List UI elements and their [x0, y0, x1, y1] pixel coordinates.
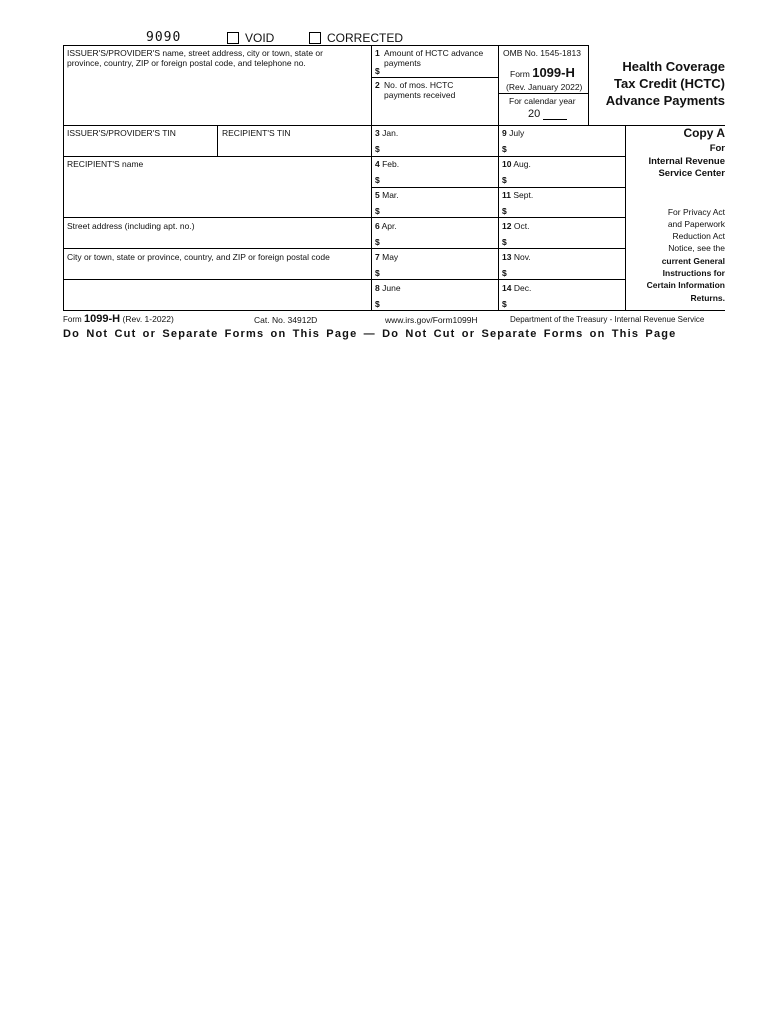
footer-cat-no: Cat. No. 34912D	[254, 315, 318, 325]
calendar-year-label: For calendar year	[509, 96, 576, 106]
box12-month: Oct.	[513, 221, 530, 231]
omb-number: OMB No. 1545-1813	[503, 48, 581, 58]
title-line2: Tax Credit (HCTC)	[614, 76, 725, 91]
box6-dollar: $	[375, 237, 380, 247]
box5-number: 5	[375, 190, 380, 200]
street-address-label: Street address (including apt. no.)	[67, 221, 195, 231]
footer-department: Department of the Treasury - Internal Revenue Service	[510, 315, 705, 324]
issuer-name-address-field[interactable]	[64, 72, 371, 125]
do-not-cut-warning: Do Not Cut or Separate Forms on This Page — Do Not Cut or Separate Forms on This Page	[63, 328, 677, 340]
omb-form-number	[510, 65, 575, 82]
box10-label	[502, 159, 531, 169]
box2-number: 2	[375, 80, 380, 90]
box14-dollar: $	[502, 299, 507, 309]
box1-label	[375, 48, 380, 58]
box12-amount-field[interactable]	[510, 233, 624, 248]
box14-number: 14	[502, 283, 512, 293]
box14-month: Dec.	[513, 283, 532, 293]
recipient-name-field[interactable]	[64, 170, 371, 217]
box9-amount-field[interactable]	[510, 140, 624, 155]
box5-dollar: $	[375, 206, 380, 216]
box13-number: 13	[502, 252, 512, 262]
footer-form-number	[63, 313, 174, 326]
issuer-tin-field[interactable]	[64, 138, 217, 156]
box3-dollar: $	[375, 144, 380, 154]
box3-number: 3	[375, 128, 380, 138]
box10-month: Aug.	[513, 159, 531, 169]
box4-dollar: $	[375, 175, 380, 185]
box4-month: Feb.	[382, 159, 400, 169]
box12-number: 12	[502, 221, 512, 231]
box3-month: Jan.	[382, 128, 399, 138]
box2-text: No. of mos. HCTC payments received	[384, 80, 456, 100]
box1-text: Amount of HCTC advance payments	[384, 48, 484, 68]
box1-dollar: $	[375, 66, 380, 76]
omb-rev: (Rev. January 2022)	[506, 82, 583, 92]
box6-amount-field[interactable]	[383, 233, 497, 248]
void-checkbox[interactable]	[227, 32, 239, 44]
box8-number: 8	[375, 283, 380, 293]
copy-a-label: Copy A	[683, 126, 725, 140]
box5-month: Mar.	[382, 190, 399, 200]
box7-number: 7	[375, 252, 380, 262]
year-field[interactable]	[543, 106, 567, 119]
box13-dollar: $	[502, 268, 507, 278]
box12-dollar: $	[502, 237, 507, 247]
copy-irs-line2: Service Center	[658, 168, 725, 179]
year-prefix: 20	[528, 108, 541, 120]
box2-field[interactable]	[372, 100, 498, 125]
box14-label	[502, 283, 531, 293]
box1-number: 1	[375, 48, 380, 58]
box4-label	[375, 159, 399, 169]
street-address-field[interactable]	[64, 231, 371, 248]
footer-form-word: Form	[63, 315, 82, 324]
box7-month: May	[382, 252, 399, 262]
privacy-line6: Instructions for	[662, 268, 725, 278]
box10-number: 10	[502, 159, 512, 169]
box7-label	[375, 252, 398, 262]
issuer-tin-label: ISSUER'S/PROVIDER'S TIN	[67, 128, 176, 138]
box7-dollar: $	[375, 268, 380, 278]
box2-label	[375, 80, 380, 90]
box11-month: Sept.	[513, 190, 534, 200]
box11-dollar: $	[502, 206, 507, 216]
privacy-line8: Returns.	[690, 293, 725, 303]
omb-form-word: Form	[510, 69, 530, 79]
box1-amount-field[interactable]	[383, 64, 497, 77]
box9-month: July	[509, 128, 525, 138]
footer-rev: (Rev. 1-2022)	[122, 314, 174, 324]
box4-amount-field[interactable]	[383, 171, 497, 186]
corrected-checkbox[interactable]	[309, 32, 321, 44]
title-line1: Health Coverage	[622, 59, 725, 74]
copy-for: For	[709, 143, 725, 154]
recipient-tin-field[interactable]	[218, 138, 371, 156]
recipient-tin-label: RECIPIENT'S TIN	[222, 128, 291, 138]
box14-amount-field[interactable]	[510, 295, 624, 310]
box8-dollar: $	[375, 299, 380, 309]
box5-label	[375, 190, 399, 200]
box13-month: Nov.	[513, 252, 531, 262]
box9-number: 9	[502, 128, 507, 138]
privacy-line5: current General	[661, 256, 725, 266]
box6-label	[375, 221, 397, 231]
copy-irs-line1: Internal Revenue	[648, 156, 725, 167]
privacy-line7: Certain Information	[646, 280, 725, 290]
void-label: VOID	[245, 31, 275, 45]
box6-month: Apr.	[381, 221, 397, 231]
box12-label	[502, 221, 529, 231]
issuer-name-address-label: ISSUER'S/PROVIDER'S name, street address, city or town, state or province, country, ZIP or foreign postal code, and telephone no.	[67, 48, 323, 68]
city-label: City or town, state or province, country, and ZIP or foreign postal code	[67, 252, 330, 262]
footer-form-code: 1099-H	[84, 313, 121, 325]
box11-amount-field[interactable]	[510, 202, 624, 217]
box10-amount-field[interactable]	[510, 171, 624, 186]
box3-amount-field[interactable]	[383, 140, 497, 155]
city-field[interactable]	[64, 262, 371, 279]
box13-amount-field[interactable]	[510, 264, 624, 279]
box9-dollar: $	[502, 144, 507, 154]
box13-label	[502, 252, 531, 262]
year-field-underline	[543, 119, 567, 120]
title-line3: Advance Payments	[605, 93, 725, 108]
box11-number: 11	[502, 190, 511, 200]
box8-label	[375, 283, 401, 293]
footer-website: www.irs.gov/Form1099H	[385, 315, 478, 325]
corrected-label: CORRECTED	[327, 31, 404, 45]
box9-label	[502, 128, 524, 138]
box5-amount-field[interactable]	[383, 202, 497, 217]
privacy-line1: For Privacy Act	[667, 207, 725, 217]
privacy-line4: Notice, see the	[668, 243, 725, 253]
box7-amount-field[interactable]	[383, 264, 497, 279]
omb-form-code: 1099-H	[532, 65, 575, 80]
box4-number: 4	[375, 159, 380, 169]
box10-dollar: $	[502, 175, 507, 185]
box8-month: June	[382, 283, 401, 293]
recipient-name-label: RECIPIENT'S name	[67, 159, 144, 169]
box11-label	[502, 190, 533, 200]
privacy-line3: Reduction Act	[672, 231, 725, 241]
form-code: 9090	[146, 30, 182, 45]
box8-amount-field[interactable]	[383, 295, 497, 310]
blank-row-field[interactable]	[64, 280, 371, 310]
box6-number: 6	[375, 221, 380, 231]
privacy-line2: and Paperwork	[667, 219, 725, 229]
box3-label	[375, 128, 398, 138]
